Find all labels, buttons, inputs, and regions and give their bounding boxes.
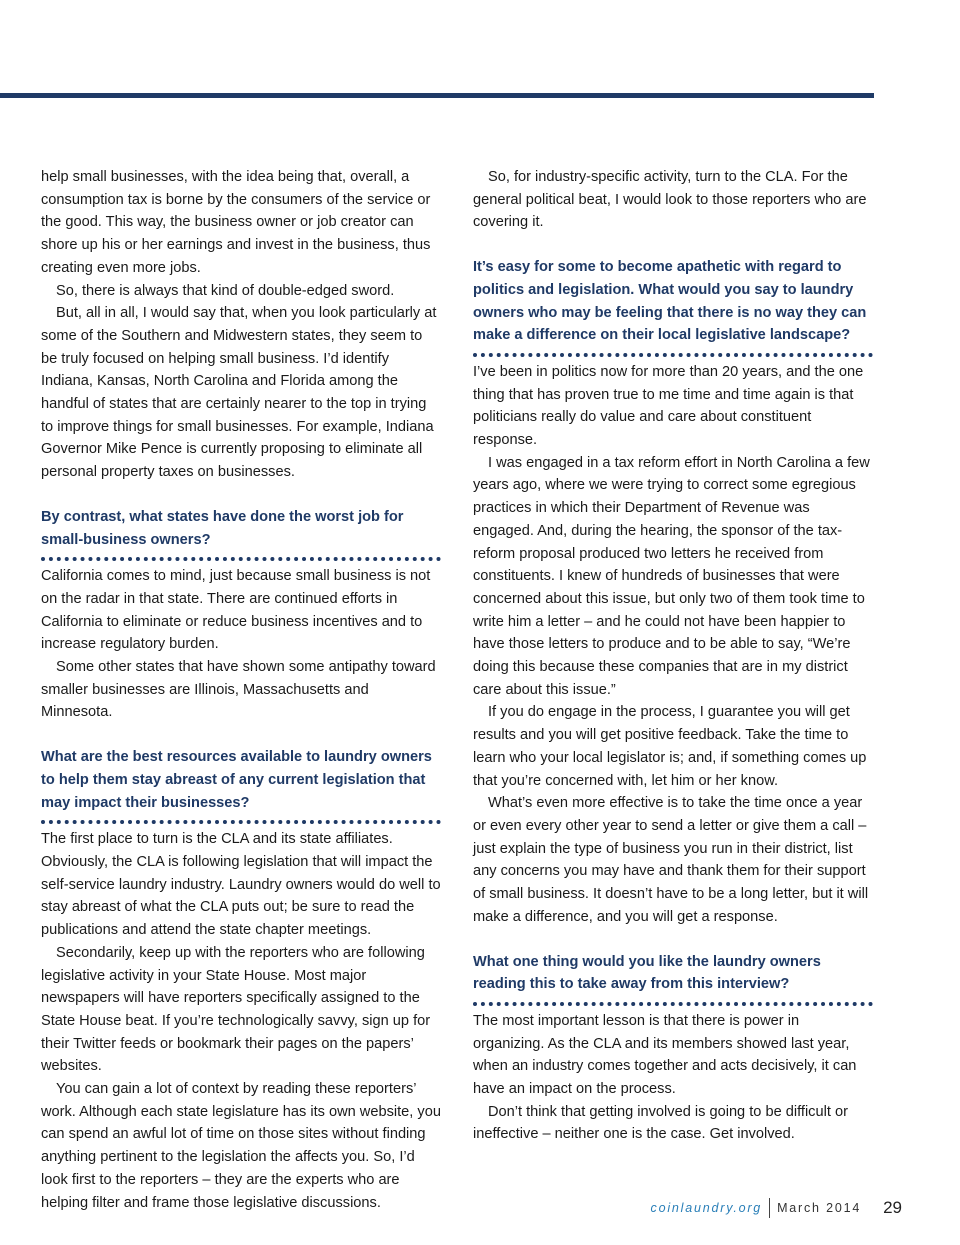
paragraph: But, all in all, I would say that, when you look particularly at some of the Southern and Midwestern states, they seem to be truly focused on helping small business. I’d identify Indiana, Kansas, North Carolina and Florida among the handful of states that are certainly nearer to the top in trying to improve things for small businesses. For example, Indiana Governor Mike Pence is currently proposing to eliminate all personal property taxes on businesses. xyxy=(41,305,437,481)
page-number: 29 xyxy=(883,1198,902,1217)
paragraph: I’ve been in politics now for more than 20 years, and the one thing that has proven true to me time and time again is that politicians really do value and care about constituent response. xyxy=(473,363,864,449)
footer-divider xyxy=(769,1198,770,1218)
paragraph: Don’t think that getting involved is going to be difficult or ineffective – neither one is the case. Get involved. xyxy=(473,1103,848,1143)
paragraph: help small businesses, with the idea being that, overall, a consumption tax is borne by the consumers of the service or the good. This way, the business owner or job creator can shore up his or her earnings and invest in the business, thus creating even more jobs. xyxy=(41,169,431,276)
site-link[interactable]: coinlaundry.org xyxy=(650,1201,763,1215)
page-footer xyxy=(651,1198,902,1218)
question-heading: By contrast, what states have done the worst job for small-business owners? xyxy=(41,506,441,561)
paragraph: If you do engage in the process, I guarantee you will get results and you will get positive feedback. Take the time to learn who your local legislator is; and, if something comes up that you’re concerned with, let him or her know. xyxy=(473,704,867,789)
paragraph: The most important lesson is that there is power in organizing. As the CLA and its members showed last year, when an industry comes together and acts decisively, it can have an impact on the process. xyxy=(473,1012,857,1098)
paragraph: You can gain a lot of context by reading these reporters’ work. Although each state legislature has its own website, you can spend an awful lot of time on those sites without finding anything pertinent to the legislation the affects you. So, I’d look first to the reporters – they are the experts who are helping filter and frame those legislative discussions. xyxy=(41,1081,441,1211)
left-column xyxy=(41,166,441,1214)
paragraph: So, there is always that kind of double-edged sword. xyxy=(56,282,395,299)
paragraph: Secondarily, keep up with the reporters who are following legislative activity in your State House. Most major newspapers will have reporters specifically assigned to the State House beat. If you’re technologically savvy, sign up for their Twitter feeds or bookmark their pages on the papers’ websites. xyxy=(41,944,431,1075)
issue-date: March 2014 xyxy=(777,1201,862,1215)
question-heading: It’s easy for some to become apathetic with regard to politics and legislation. What would you say to laundry owners who may be feeling that there is no way they can make a difference on their local legislative landscape? xyxy=(473,256,873,357)
top-rule xyxy=(0,93,874,98)
question-heading: What are the best resources available to laundry owners to help them stay abreast of any current legislation that may impact their businesses? xyxy=(41,746,441,824)
paragraph: So, for industry-specific activity, turn to the CLA. For the general political beat, I would look to those reporters who are covering it. xyxy=(473,169,867,231)
paragraph: What’s even more effective is to take the time once a year or even every other year to send a letter or give them a call – just explain the type of business you run in their district, list any concerns you may have and thank them for their support of small business. It doesn’t have to be a long letter, but it will make a difference, and you will get a response. xyxy=(473,795,869,925)
paragraph: California comes to mind, just because small business is not on the radar in that state. There are continued efforts in California to eliminate or reduce business incentives and to increase regulatory burden. xyxy=(41,568,431,653)
paragraph: Some other states that have shown some antipathy toward smaller businesses are Illinois, Massachusetts and Minnesota. xyxy=(41,659,436,721)
right-column xyxy=(473,166,873,1146)
question-heading: What one thing would you like the laundry owners reading this to take away from this interview? xyxy=(473,951,873,1006)
paragraph: The first place to turn is the CLA and its state affiliates. Obviously, the CLA is following legislation that will impact the self-service laundry industry. Laundry owners would do well to stay abreast of what the CLA puts out; be sure to read the publications and attend the state chapter meetings. xyxy=(41,831,441,939)
paragraph: I was engaged in a tax reform effort in North Carolina a few years ago, where we were trying to correct some egregious practices in which their Department of Revenue was engaged. And, during the hearing, the sponsor of the tax-reform proposal produced two letters he received from constituents. I knew of hundreds of businesses that were concerned about this issue, but only two of them took time to write him a letter – and he could not have been happier to have those letters to produce and to be able to say, “We’re doing this because these companies that are in my district care about this issue.” xyxy=(473,454,870,698)
